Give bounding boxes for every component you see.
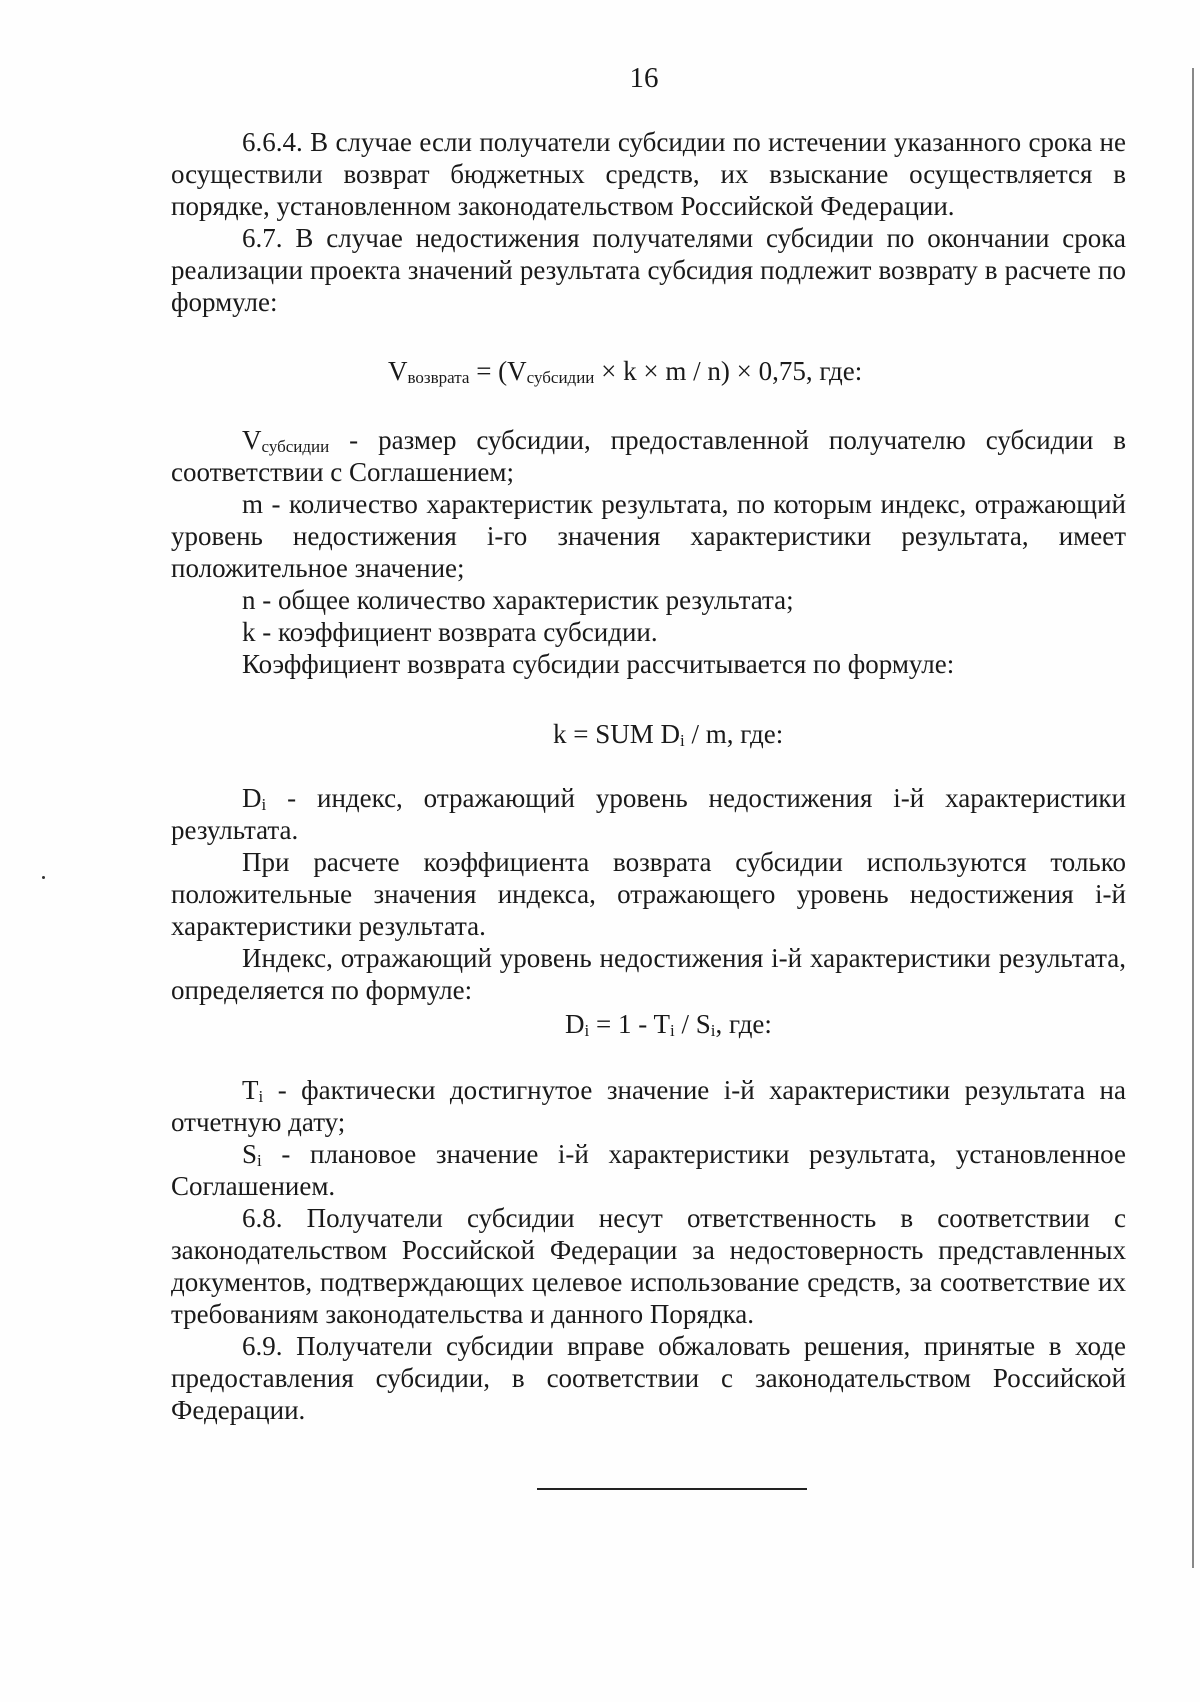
formula-k-pre: k = SUM D: [553, 719, 680, 749]
formula-d-post: , где:: [715, 1009, 772, 1039]
def-t-subscript: i: [258, 1087, 264, 1106]
paragraph-index-formula-intro: Индекс, отражающий уровень недостижения i-й характеристики результата, определяется по формуле:: [171, 943, 1126, 1005]
end-of-document-rule: [537, 1488, 807, 1490]
def-d-subscript: i: [261, 795, 267, 814]
definition-k: k - коэффициент возврата субсидии.: [242, 617, 658, 647]
formula-d-subscript: i: [584, 1021, 590, 1040]
def-s-text: - плановое значение i-й характеристики результата, установленное Соглашением.: [171, 1139, 1126, 1201]
formula-v2-subscript: субсидии: [526, 368, 595, 387]
paragraph-6-7: 6.7. В случае недостижения получателями субсидии по окончании срока реализации проекта значений результата субсидия подлежит возврату в расчете по формуле:: [171, 223, 1126, 317]
formula-v-subscript: возврата: [407, 368, 470, 387]
k-formula-intro: Коэффициент возврата субсидии рассчитывается по формуле:: [242, 649, 955, 679]
definition-s: [171, 1138, 1126, 1202]
formula-eq: = (: [469, 356, 508, 386]
def-t-text: - фактически достигнутое значение i-й характеристики результата на отчетную дату;: [171, 1075, 1126, 1137]
def-v-text: - размер субсидии, предоставленной получателю субсидии в соответствии с Соглашением;: [171, 425, 1126, 487]
def-s-subscript: i: [257, 1151, 262, 1170]
paragraph-6-6-4: 6.6.4. В случае если получатели субсидии по истечении указанного срока не осуществили возврат бюджетных средств, их взыскание осуществляется в порядке, установленном законодательством Российской Федерации.: [171, 127, 1126, 221]
def-d-text: - индекс, отражающий уровень недостижения i-й характеристики результата.: [171, 783, 1126, 845]
definition-m: m - количество характеристик результата, по которым индекс, отражающий уровень недостижения i-го значения характеристики результата, имеет положительное значение;: [171, 489, 1126, 583]
formula-d-symbol: D: [565, 1009, 585, 1039]
formula-k-post: / m, где:: [684, 719, 784, 749]
paragraph-6-9: 6.9. Получатели субсидии вправе обжаловать решения, принятые в ходе предоставления субсидии, в соответствии с законодательством Российской Федерации.: [171, 1331, 1126, 1425]
definitions-block: [171, 424, 1126, 680]
scan-edge-line: [1192, 68, 1194, 1568]
formula-s-subscript: i: [710, 1021, 716, 1040]
formula-rest: × k × m / n) × 0,75, где:: [594, 356, 863, 386]
formula-v-symbol: V: [388, 356, 408, 386]
formula-k-subscript: i: [680, 731, 685, 750]
def-v-subscript: субсидии: [261, 437, 330, 456]
final-block: [171, 1074, 1126, 1426]
def-s-symbol: S: [242, 1139, 258, 1169]
scan-speck: [42, 876, 45, 879]
formula-d: [0, 1008, 1200, 1040]
formula-return-amount: [0, 355, 1200, 387]
definition-n: n - общее количество характеристик результата;: [242, 585, 794, 615]
formula-t-subscript: i: [669, 1021, 675, 1040]
page-number: 16: [629, 62, 659, 94]
definition-d: [171, 782, 1126, 846]
formula-d-slash: / S: [674, 1009, 711, 1039]
formula-v2-symbol: V: [507, 356, 527, 386]
section-6-6-4-6-7: [171, 126, 1126, 318]
def-t-symbol: T: [242, 1075, 259, 1105]
formula-k: [0, 718, 1200, 750]
def-d-symbol: D: [242, 783, 262, 813]
def-v-symbol: V: [242, 425, 262, 455]
paragraph-positive-values: При расчете коэффициента возврата субсидии используются только положительные значения индекса, отражающего уровень недостижения i-й характеристики результата.: [171, 847, 1126, 941]
index-block: [171, 782, 1126, 1006]
formula-d-mid: = 1 - T: [589, 1009, 670, 1039]
definition-v-subsidy: [171, 424, 1126, 488]
paragraph-6-8: 6.8. Получатели субсидии несут ответственность в соответствии с законодательством Российской Федерации за недостоверность представленных документов, подтверждающих целевое использование средств, за соответствие их требованиям законодательства и данного Порядка.: [171, 1203, 1126, 1329]
definition-t: [171, 1074, 1126, 1138]
